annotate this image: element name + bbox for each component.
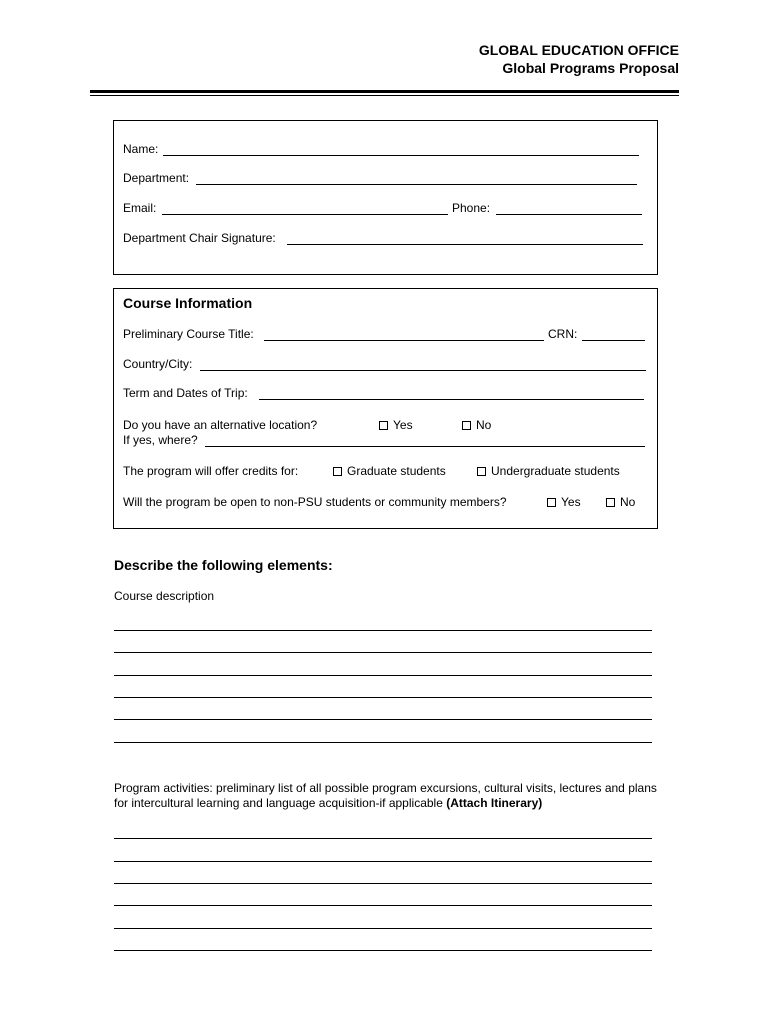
department-field[interactable] <box>196 184 637 185</box>
checkbox-icon[interactable] <box>547 498 556 507</box>
describe-heading: Describe the following elements: <box>114 557 333 573</box>
alt-yes-label: Yes <box>393 418 413 432</box>
open-yes-label: Yes <box>561 495 581 509</box>
course-description-line[interactable] <box>114 697 652 698</box>
credits-label: The program will offer credits for: <box>123 464 299 478</box>
alt-location-question: Do you have an alternative location? <box>123 418 318 432</box>
course-info-heading: Course Information <box>123 295 253 311</box>
contact-box <box>113 120 658 275</box>
course-info-box <box>113 288 658 529</box>
course-description-line[interactable] <box>114 719 652 720</box>
undergraduate-label: Undergraduate students <box>491 464 620 478</box>
chair-signature-field[interactable] <box>287 244 643 245</box>
program-activities-line[interactable] <box>114 883 652 884</box>
course-description-line[interactable] <box>114 675 652 676</box>
country-city-field[interactable] <box>200 370 646 371</box>
credits-undergraduate-option[interactable] <box>477 464 620 478</box>
header-rule-thick <box>90 90 679 93</box>
department-label: Department: <box>123 171 190 185</box>
checkbox-icon[interactable] <box>333 467 342 476</box>
course-title-label: Preliminary Course Title: <box>123 327 254 341</box>
program-activities-prompt <box>114 781 659 811</box>
chair-signature-label: Department Chair Signature: <box>123 231 276 245</box>
graduate-label: Graduate students <box>347 464 446 478</box>
name-field[interactable] <box>163 155 639 156</box>
email-label: Email: <box>123 201 157 215</box>
course-description-label: Course description <box>114 589 215 603</box>
alt-location-where-label: If yes, where? <box>123 433 198 447</box>
program-activities-line[interactable] <box>114 905 652 906</box>
alt-location-no-option[interactable] <box>462 418 491 432</box>
office-title: GLOBAL EDUCATION OFFICE <box>478 42 679 58</box>
crn-field[interactable] <box>582 340 645 341</box>
checkbox-icon[interactable] <box>379 421 388 430</box>
checkbox-icon[interactable] <box>477 467 486 476</box>
phone-field[interactable] <box>496 214 642 215</box>
term-dates-field[interactable] <box>259 399 644 400</box>
alt-location-yes-option[interactable] <box>379 418 413 432</box>
course-description-line[interactable] <box>114 630 652 631</box>
phone-label: Phone: <box>452 201 491 215</box>
country-city-label: Country/City: <box>123 357 193 371</box>
checkbox-icon[interactable] <box>606 498 615 507</box>
course-description-line[interactable] <box>114 652 652 653</box>
term-dates-label: Term and Dates of Trip: <box>123 386 248 400</box>
open-enrollment-question: Will the program be open to non-PSU students or community members? <box>123 495 507 509</box>
program-activities-line[interactable] <box>114 928 652 929</box>
attach-itinerary-note: (Attach Itinerary) <box>446 796 543 810</box>
open-no-label: No <box>620 495 636 509</box>
crn-label: CRN: <box>548 327 578 341</box>
program-activities-line[interactable] <box>114 861 652 862</box>
alt-location-where-field[interactable] <box>205 446 645 447</box>
header-rule-thin <box>90 95 679 96</box>
course-title-field[interactable] <box>264 340 544 341</box>
credits-graduate-option[interactable] <box>333 464 446 478</box>
name-label: Name: <box>123 142 159 156</box>
program-activities-line[interactable] <box>114 838 652 839</box>
checkbox-icon[interactable] <box>462 421 471 430</box>
email-field[interactable] <box>162 214 448 215</box>
program-activities-line[interactable] <box>114 950 652 951</box>
open-yes-option[interactable] <box>547 495 581 509</box>
form-title: Global Programs Proposal <box>502 60 679 76</box>
alt-no-label: No <box>476 418 492 432</box>
open-no-option[interactable] <box>606 495 635 509</box>
program-activities-text: Program activities: preliminary list of all possible program excursions, cultural visits, lectures and plans for intercultural learning and language acquisition-if applicable <box>114 781 657 810</box>
course-description-line[interactable] <box>114 742 652 743</box>
